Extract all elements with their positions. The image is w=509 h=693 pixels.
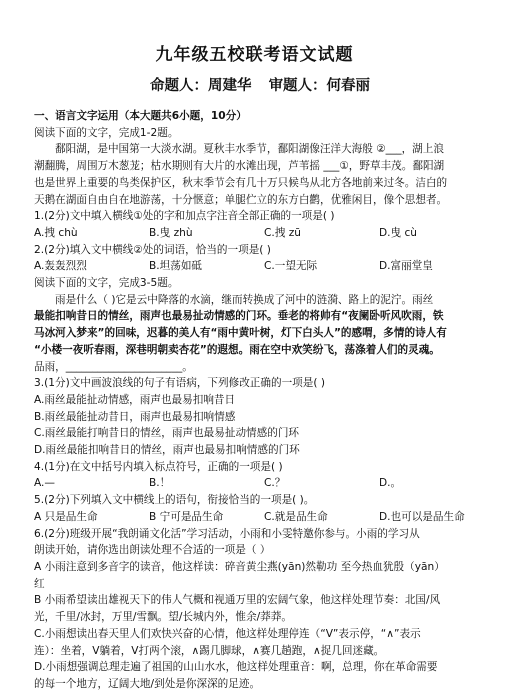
passage-line: 天鹅在湖面自由自在地游荡，十分惬意；单腿伫立的东方白鹳，优雅闲目，像个思想者。	[34, 193, 448, 206]
option-b: 光，千里/冰封，万里/雪飘。望/长城内外，惟余/莽莽。	[34, 611, 292, 624]
option-a: A 只是品生命	[34, 510, 98, 523]
option-d: D.曳 cù	[379, 226, 418, 239]
option-c: C.雨丝最能打响昔日的情丝，雨声也最易扯动情感的门环	[34, 427, 300, 440]
option-d: D.。	[379, 477, 402, 490]
instruction: 阅读下面的文字，完成1-2题。	[34, 126, 179, 139]
option-b: B.坦荡如砥	[149, 260, 203, 273]
option-c: C.一望无际	[264, 260, 318, 273]
passage-line: “小楼一夜听春雨，深巷明朝卖杏花”的遐想。雨在空中欢笑纷飞，荡涤着人们的灵魂。	[34, 343, 440, 356]
authors-line	[150, 74, 382, 95]
option-a: A.雨丝最能扯动情感，雨声也最易扣响昔日	[34, 393, 236, 406]
page-title: 九年级五校联考语文试题	[155, 45, 354, 65]
exam-content	[34, 108, 494, 693]
passage-line: 潮翻腾，周围万木葱茏；枯水期则有大片的水滩出现，芦苇摇 ___①，野草丰茂。鄱阳湖	[34, 160, 445, 173]
option-c: C.拽 zū	[264, 226, 302, 239]
passage-line: 品雨，______________________。	[34, 360, 193, 373]
option-b: B.雨丝最能扯动昔日，雨声也最易扣响情感	[34, 410, 236, 423]
question-2-options	[34, 258, 494, 275]
question-4-options	[34, 475, 494, 492]
option-d: D.小雨想强调总理走遍了祖国的山山水水，他这样处理重音：啊，总理，你在革命需要	[34, 661, 438, 674]
option-d: 的每一个地方，辽阔大地/到处是你深深的足迹。	[34, 677, 261, 690]
option-a: A 小雨注意到多音字的读音，他这样读：碎音黄尘燕(yān)然勒功 至今热血犹殷（yān）	[34, 560, 445, 573]
option-c: C.小雨想读出春天里人们欢快兴奋的心情，他这样处理停连（“V”表示停，“∧”表示	[34, 627, 421, 640]
passage-2	[34, 292, 494, 376]
option-a: A.拽 chù	[34, 226, 78, 239]
option-d: D.雨丝最能扣响昔日的情丝，雨声也最易扣响情感的门环	[34, 444, 300, 457]
author: 命题人：周建华	[150, 77, 252, 94]
option-c: C.就是品生命	[264, 510, 328, 523]
section-heading: 一、语言文字运用（本大题共6小题，10分）	[34, 110, 247, 122]
option-d: D.富丽堂皇	[379, 260, 433, 273]
option-a: 红	[34, 577, 45, 590]
passage-line: 马冰河入梦来”的回味，迟暮的美人有“雨中黄叶树，灯下白头人”的感喟，多情的诗人有	[34, 327, 447, 340]
option-d: D.也可以是品生命	[379, 510, 465, 523]
option-b: B.曳 zhù	[149, 226, 193, 239]
question-3-stem: 3.(1分)文中画波浪线的句子有语病，下列修改正确的一项是( )	[34, 377, 325, 390]
option-c: 连）：坐着，V躺着，V打两个滚，∧踢几脚球，∧赛几趟跑，∧捉几回迷藏。	[34, 644, 385, 657]
instruction: 阅读下面的文字，完成3-5题。	[34, 277, 179, 290]
option-a: A.—	[34, 477, 56, 490]
question-6-stem: 朗读开始，请你选出朗读处理不合适的一项是（ ）	[34, 544, 271, 557]
question-4-stem: 4.(1分)在文中括号内填入标点符号，正确的一项是( )	[34, 460, 283, 473]
question-2-stem: 2.(2分)填入文中横线②处的词语，恰当的一项是( )	[34, 243, 271, 256]
passage-line: 雨是什么（ )它是云中降落的水滴，继而转换成了河中的涟漪、路上的泥泞。雨丝	[55, 293, 434, 306]
option-b: B 宁可是品生命	[149, 510, 224, 523]
passage-line: 鄱阳湖，是中国第一大淡水湖。夏秋丰水季节，鄱阳湖像汪洋大海般 ②___，湖上浪	[55, 143, 444, 156]
passage-line: 也是世界上重要的鸟类保护区，秋末季节会有几十万只候鸟从北方各地前来过冬。洁白的	[34, 176, 448, 189]
reviewer: 审题人：何春丽	[268, 77, 371, 94]
question-1-stem: 1.(2分)文中填入横线①处的字和加点字注音全部正确的一项是( )	[34, 210, 335, 223]
question-1-options	[34, 225, 494, 242]
question-5-stem: 5.(2分)下列填入文中横线上的语句，衔接恰当的一项是( )。	[34, 494, 315, 507]
option-b: B 小雨希望读出雄视天下的伟人气概和视通万里的宏阔气象，他这样处理节奏：北国/风	[34, 594, 441, 607]
option-b: B.！	[149, 477, 171, 490]
option-a: A.轰轰烈烈	[34, 260, 87, 273]
question-5-options	[34, 509, 494, 526]
option-c: C.？	[264, 477, 286, 490]
passage-line: 最能扣响昔日的情丝，雨声也最易扯动情感的门环。垂老的将帅有“夜阑卧听风吹雨，铁	[34, 310, 444, 323]
question-6-stem: 6.(2分)班级开展“我朗诵文化活”学习活动，小雨和小雯特邀你参与。小雨的学习从	[34, 527, 420, 540]
passage-1	[34, 141, 494, 208]
